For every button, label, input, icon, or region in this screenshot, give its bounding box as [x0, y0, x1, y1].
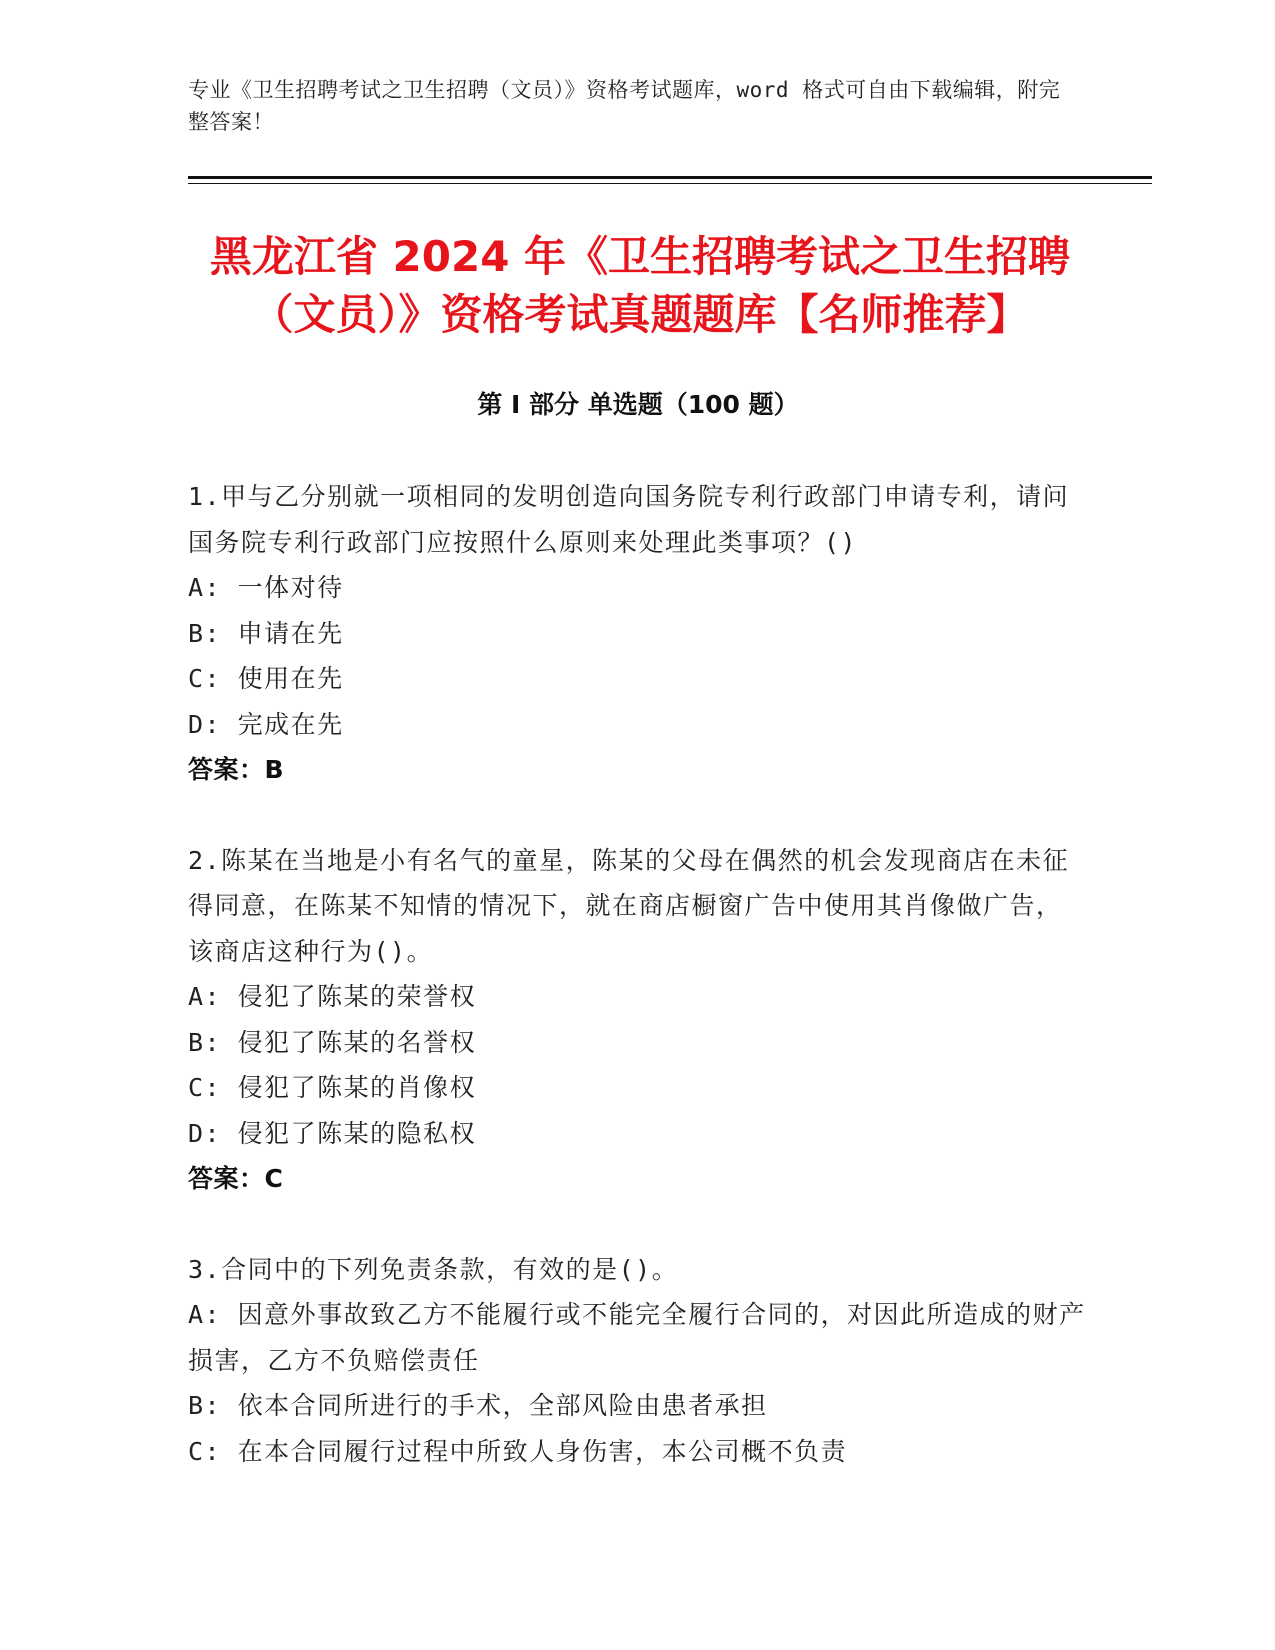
option-b: B: 侵犯了陈某的名誉权 [188, 1027, 477, 1057]
question-stem: 1.甲与乙分别就一项相同的发明创造向国务院专利行政部门申请专利，请问国务院专利行政部门应按照什么原则来处理此类事项？() [188, 482, 1070, 557]
question-stem: 2.陈某在当地是小有名气的童星，陈某的父母在偶然的机会发现商店在未征得同意，在陈某不知情的情况下，就在商店橱窗广告中使用其肖像做广告，该商店这种行为()。 [188, 845, 1070, 966]
document-title: 黑龙江省 2024 年《卫生招聘考试之卫生招聘（文员）》资格考试真题题库【名师推荐】 [209, 232, 1071, 339]
option-a: A: 一体对待 [188, 573, 344, 602]
option-a: A: 因意外事故致乙方不能履行或不能完全履行合同的，对因此所造成的财产损害，乙方不负赔偿责任 [188, 1300, 1086, 1375]
option-d: D: 侵犯了陈某的隐私权 [188, 1118, 477, 1148]
option-a: A: 侵犯了陈某的荣誉权 [188, 982, 477, 1011]
option-c: C: 在本合同履行过程中所致人身伤害，本公司概不负责 [188, 1436, 848, 1466]
header-rule-thick [188, 176, 1152, 179]
header-note: 专业《卫生招聘考试之卫生招聘（文员）》资格考试题库，word 格式可自由下载编辑，附完整答案！ [188, 78, 1061, 134]
option-c: C: 侵犯了陈某的肖像权 [188, 1073, 477, 1102]
question-2 [188, 838, 1088, 1202]
question-1 [188, 474, 1088, 793]
answer: 答案：C [188, 1164, 284, 1193]
option-b: B: 依本合同所进行的手术，全部风险由患者承担 [188, 1391, 768, 1420]
answer: 答案：B [188, 755, 285, 784]
question-list [188, 474, 1088, 1519]
section-title: 第 I 部分 单选题（100 题） [477, 390, 799, 419]
option-c: C: 使用在先 [188, 664, 344, 693]
option-d: D: 完成在先 [188, 709, 344, 739]
header-rule-thin [188, 183, 1152, 184]
question-stem: 3.合同中的下列免责条款，有效的是()。 [188, 1254, 679, 1284]
option-b: B: 申请在先 [188, 618, 344, 648]
question-3 [188, 1247, 1088, 1475]
